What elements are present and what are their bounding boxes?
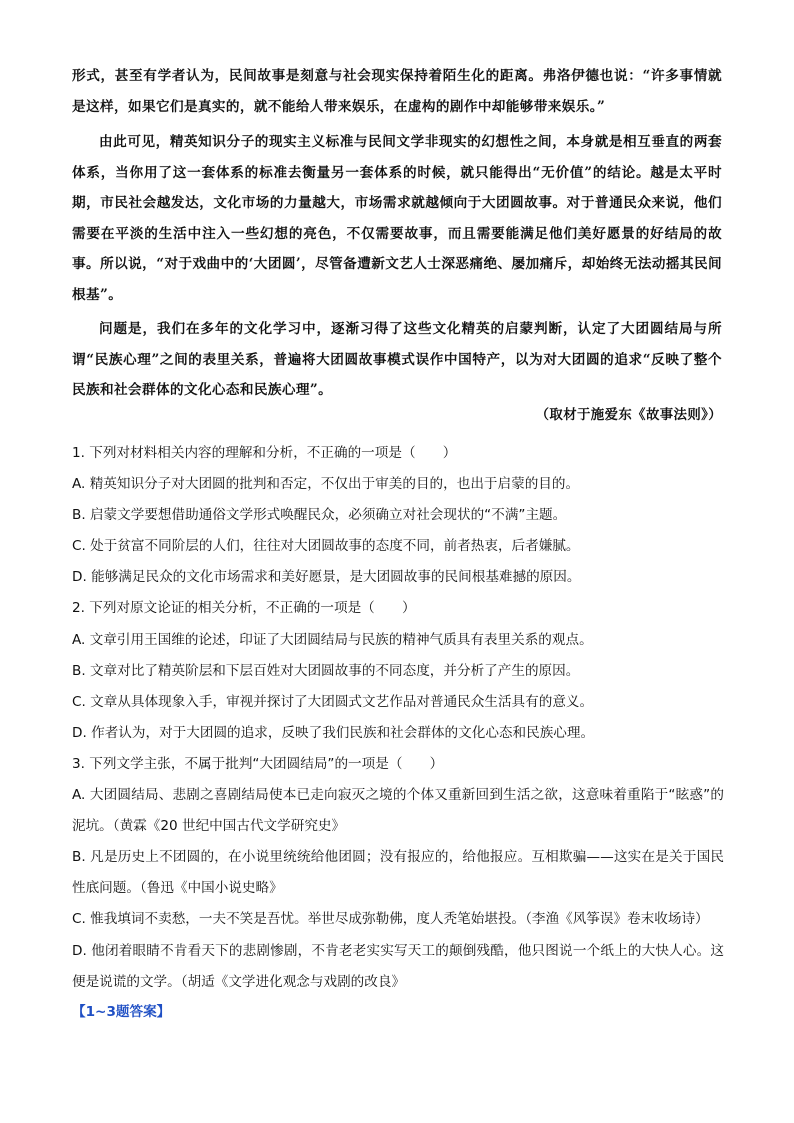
question-3-stem: 3. 下列文学主张，不属于批判“大团圆结局”的一项是（ ） — [72, 755, 444, 772]
question-1-option-c: C. 处于贫富不同阶层的人们，往往对大团圆故事的态度不同，前者热衷，后者嫌腻。 — [72, 538, 580, 555]
question-3-option-b: B. 凡是历史上不团圆的，在小说里统统给他团圆；没有报应的，给他报应。互相欺骗——这实在是关于国民性底问题。（鲁迅《中国小说史略》 — [72, 849, 724, 897]
question-2-option-d: D. 作者认为，对于大团圆的追求，反映了我们民族和社会群体的文化心态和民族心理。 — [72, 724, 595, 741]
passage-paragraph-1: 形式，甚至有学者认为，民间故事是刻意与社会现实保持着陌生化的距离。弗洛伊德也说：“许多事情就是这样，如果它们是真实的，就不能给人带来娱乐，在虚构的剧作中却能够带来娱乐。” — [72, 68, 722, 115]
question-block — [72, 438, 724, 998]
question-1-option-b: B. 启蒙文学要想借助通俗文学形式唤醒民众，必须确立对社会现状的“不满”主题。 — [72, 507, 567, 524]
passage-paragraph-2: 由此可见，精英知识分子的现实主义标准与民间文学非现实的幻想性之间，本身就是相互垂直的两套体系，当你用了这一套体系的标准去衡量另一套体系的时候，就只能得出“无价值”的结论。越是太平时期，市民社会越发达，文化市场的力量越大，市场需求就越倾向于大团圆故事。对于普通民众来说，他们需要在平淡的生活中注入一些幻想的亮色，不仅需要故事，而且需要能满足他们美好愿景的好结局的故事。所以说，“对于戏曲中的‘大团圆’，尽管备遭新文艺人士深恶痛绝、屡加痛斥，却始终无法动摇其民间根基”。 — [72, 134, 722, 303]
question-1-option-d: D. 能够满足民众的文化市场需求和美好愿景，是大团圆故事的民间根基难撼的原因。 — [72, 569, 581, 586]
question-1-stem: 1. 下列对材料相关内容的理解和分析，不正确的一项是（ ） — [72, 445, 457, 461]
question-3-option-a: A. 大团圆结局、悲剧之喜剧结局使本已走向寂灭之境的个体又重新回到生活之欲，这意味着重陷于“眩惑”的泥坑。（黄霖《20 世纪中国古代文学研究史》 — [72, 787, 724, 835]
answer-heading: 【1~3题答案】 — [72, 1004, 171, 1020]
question-2-option-a: A. 文章引用王国维的论述，印证了大团圆结局与民族的精神气质具有表里关系的观点。 — [72, 631, 593, 648]
question-3-option-d: D. 他闭着眼睛不肯看天下的悲剧惨剧，不肯老老实实写天工的颠倒残酷，他只图说一个纸上的大快人心。这便是说谎的文学。（胡适《文学进化观念与戏剧的改良》 — [72, 942, 724, 990]
question-3-option-c: C. 惟我填词不卖愁，一夫不笑是吾忧。举世尽成弥勒佛，度人秃笔始堪投。（李渔《风筝误》卷末收场诗） — [72, 911, 709, 928]
question-1-option-a: A. 精英知识分子对大团圆的批判和否定，不仅出于审美的目的，也出于启蒙的目的。 — [72, 476, 580, 493]
passage-paragraph-3: 问题是，我们在多年的文化学习中，逐渐习得了这些文化精英的启蒙判断，认定了大团圆结局与所谓“民族心理”之间的表里关系，普遍将大团圆故事模式误作中国特产，以为对大团圆的追求“反映了整个民族和社会群体的文化心态和民族心理”。 — [72, 321, 722, 398]
question-2-option-c: C. 文章从具体现象入手，审视并探讨了大团圆式文艺作品对普通民众生活具有的意义。 — [72, 693, 594, 710]
question-2-option-b: B. 文章对比了精英阶层和下层百姓对大团圆故事的不同态度，并分析了产生的原因。 — [72, 662, 580, 679]
passage-source: （取材于施爱东《故事法则》） — [535, 407, 722, 423]
question-2-stem: 2. 下列对原文论证的相关分析，不正确的一项是（ ） — [72, 600, 416, 617]
